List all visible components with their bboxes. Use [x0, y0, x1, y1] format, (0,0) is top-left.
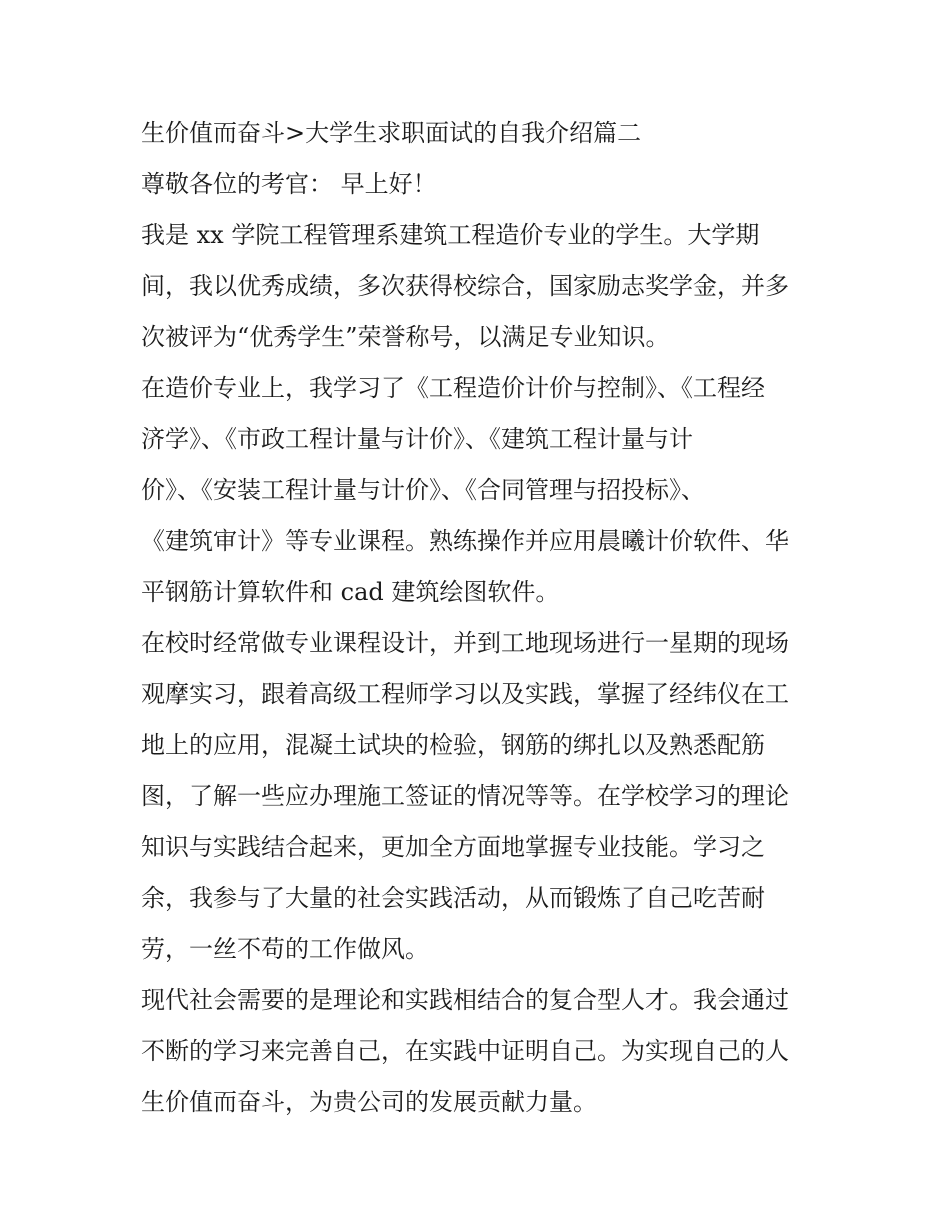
- paragraph-line: 知识与实践结合起来，更加全方面地掌握专业技能。学习之: [141, 833, 765, 861]
- paragraph-line: 平钢筋计算软件和 cad 建筑绘图软件。: [141, 578, 560, 606]
- paragraph-line: 济学》、《市政工程计量与计价》、《建筑工程计量与计: [141, 425, 693, 453]
- paragraph-line: 间，我以优秀成绩，多次获得校综合，国家励志奖学金，并多: [141, 272, 789, 300]
- paragraph-line: 地上的应用，混凝土试块的检验，钢筋的绑扎以及熟悉配筋: [141, 731, 765, 759]
- paragraph-line: 在造价专业上，我学习了《工程造价计价与控制》、《工程经: [141, 374, 765, 402]
- paragraph-line: 劳，一丝不苟的工作做风。: [141, 935, 429, 963]
- paragraph-line: 现代社会需要的是理论和实践相结合的复合型人才。我会通过: [141, 986, 789, 1014]
- paragraph-line: 次被评为“优秀学生”荣誉称号，以满足专业知识。: [141, 323, 670, 351]
- document-body: [141, 108, 821, 1128]
- paragraph-line: 余，我参与了大量的社会实践活动，从而锻炼了自己吃苦耐: [141, 884, 765, 912]
- paragraph-line: 图，了解一些应办理施工签证的情况等等。在学校学习的理论: [141, 782, 789, 810]
- greeting-line: 尊敬各位的考官： 早上好！: [141, 170, 437, 198]
- paragraph-line: 价》、《安装工程计量与计价》、《合同管理与招投标》、: [141, 476, 705, 504]
- paragraph-line: 在校时经常做专业课程设计，并到工地现场进行一星期的现场: [141, 629, 789, 657]
- paragraph-line: 我是 xx 学院工程管理系建筑工程造价专业的学生。大学期: [141, 221, 760, 249]
- paragraph-line: 《建筑审计》等专业课程。熟练操作并应用晨曦计价软件、华: [141, 527, 789, 555]
- paragraph-line: 生价值而奋斗，为贵公司的发展贡献力量。: [141, 1088, 597, 1116]
- paragraph-line: 观摩实习，跟着高级工程师学习以及实践，掌握了经纬仪在工: [141, 680, 789, 708]
- heading-line: 生价值而奋斗>大学生求职面试的自我介绍篇二: [141, 119, 642, 147]
- paragraph-line: 不断的学习来完善自己，在实践中证明自己。为实现自己的人: [141, 1037, 789, 1065]
